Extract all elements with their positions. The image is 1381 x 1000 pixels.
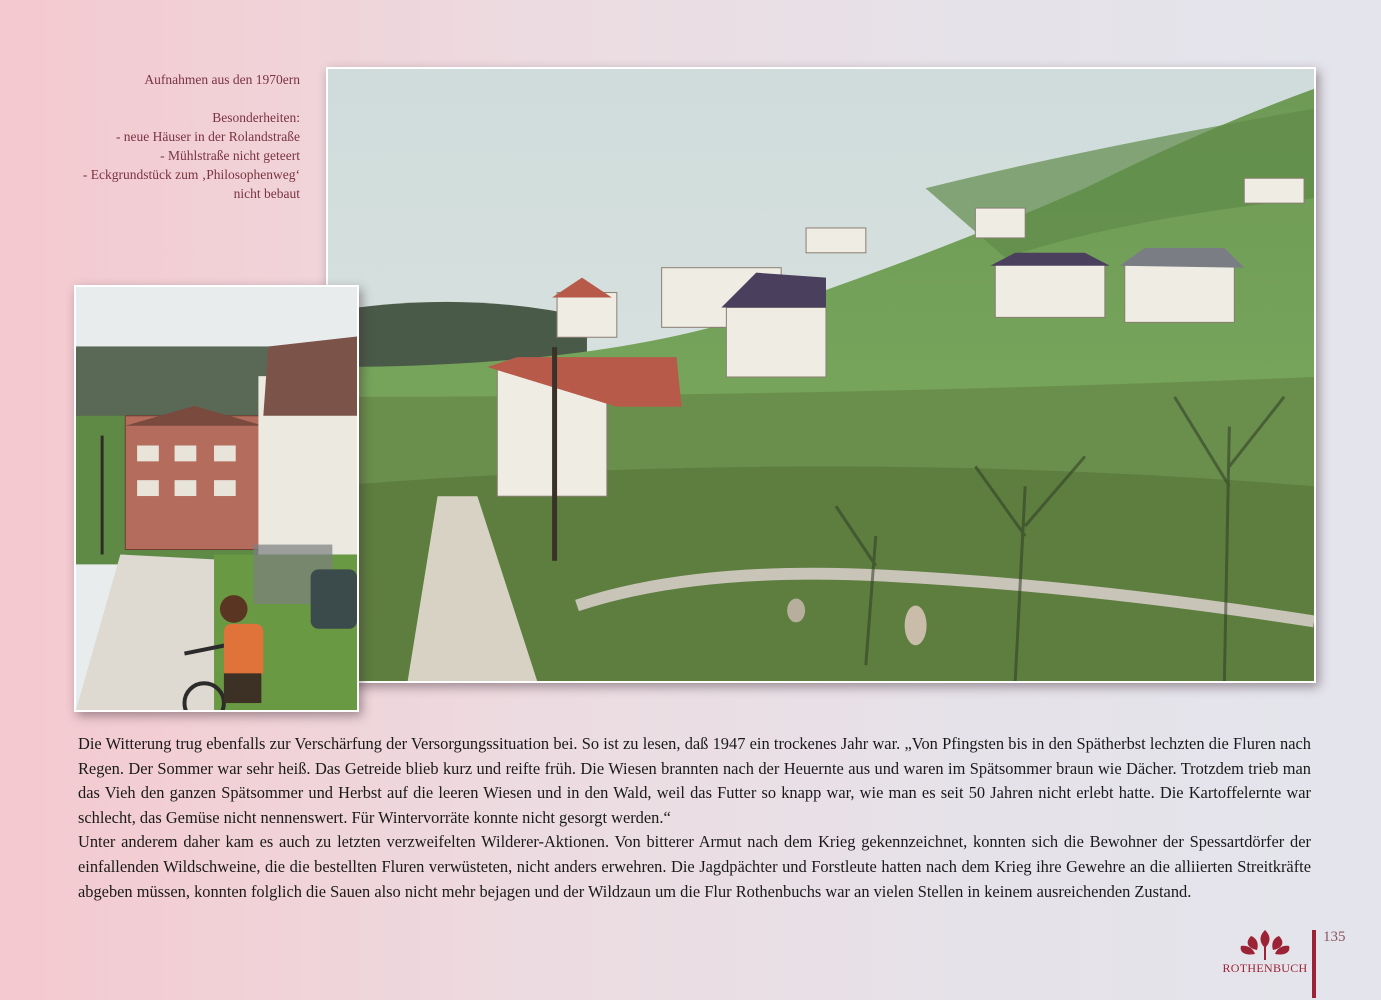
paragraph: Die Witterung trug ebenfalls zur Verschärfung der Versorgungssituation bei. So ist zu lesen, daß 1947 ein trockenes Jahr war. „Von Pfingsten bis in den Spätherbst lechzten die Fluren nach Regen. Der Sommer war sehr heiß. Das Getreide blieb kurz und reifte früh. Die Wiesen brannten nach der Heuernte aus und waren im Spätsommer braun wie Dächer. Trotzdem trieb man das Vieh den ganzen Spätsommer und Herbst auf die leeren Wiesen und in den Wald, weil das Futter so knapp war, wie man es seit 50 Jahren nicht erlebt hatte. Die Kartoffelernte war schlecht, das Gemüse nicht nennenswert. Für Wintervorräte konnte nicht gesorgt werden.“: [78, 734, 1311, 827]
caption-line: nicht bebaut: [233, 186, 300, 201]
village-hillside-photo: [326, 67, 1316, 683]
page-number: 135: [1323, 929, 1346, 945]
logo-text: ROTHENBUCH: [1222, 961, 1308, 975]
rothenbuch-logo: [1222, 928, 1308, 988]
page-number-rule: [1312, 930, 1316, 998]
caption-line: - Eckgrundstück zum ‚Philosophenweg‘: [82, 167, 300, 182]
body-text: [78, 732, 1311, 904]
caption-title: Aufnahmen aus den 1970ern: [144, 72, 300, 87]
photo-caption: [40, 70, 300, 203]
paragraph: Unter anderem daher kam es auch zu letzten verzweifelten Wilderer-Aktionen. Von bitterer Armut nach dem Krieg gekennzeichnet, konnten sich die Bewohner der Spessartdörfer der einfallenden Wildschweine, die die bestellten Fluren verwüsteten, nicht anders erwehren. Die Jagdpächter und Forstleute hatten nach dem Krieg ihre Gewehre an die alliierten Streitkräfte abgeben müssen, konnten folglich die Sauen also nicht mehr bejagen und der Wildzaun um die Flur Rothenbuchs war an vielen Stellen in keinem ausreichenden Zustand.: [78, 832, 1311, 901]
caption-line: - Mühlstraße nicht geteert: [160, 148, 300, 163]
beech-leaf-icon: [1235, 928, 1295, 962]
street-corner-photo: [74, 285, 359, 712]
caption-line: - neue Häuser in der Rolandstraße: [115, 129, 300, 144]
caption-line: Besonderheiten:: [212, 110, 300, 125]
